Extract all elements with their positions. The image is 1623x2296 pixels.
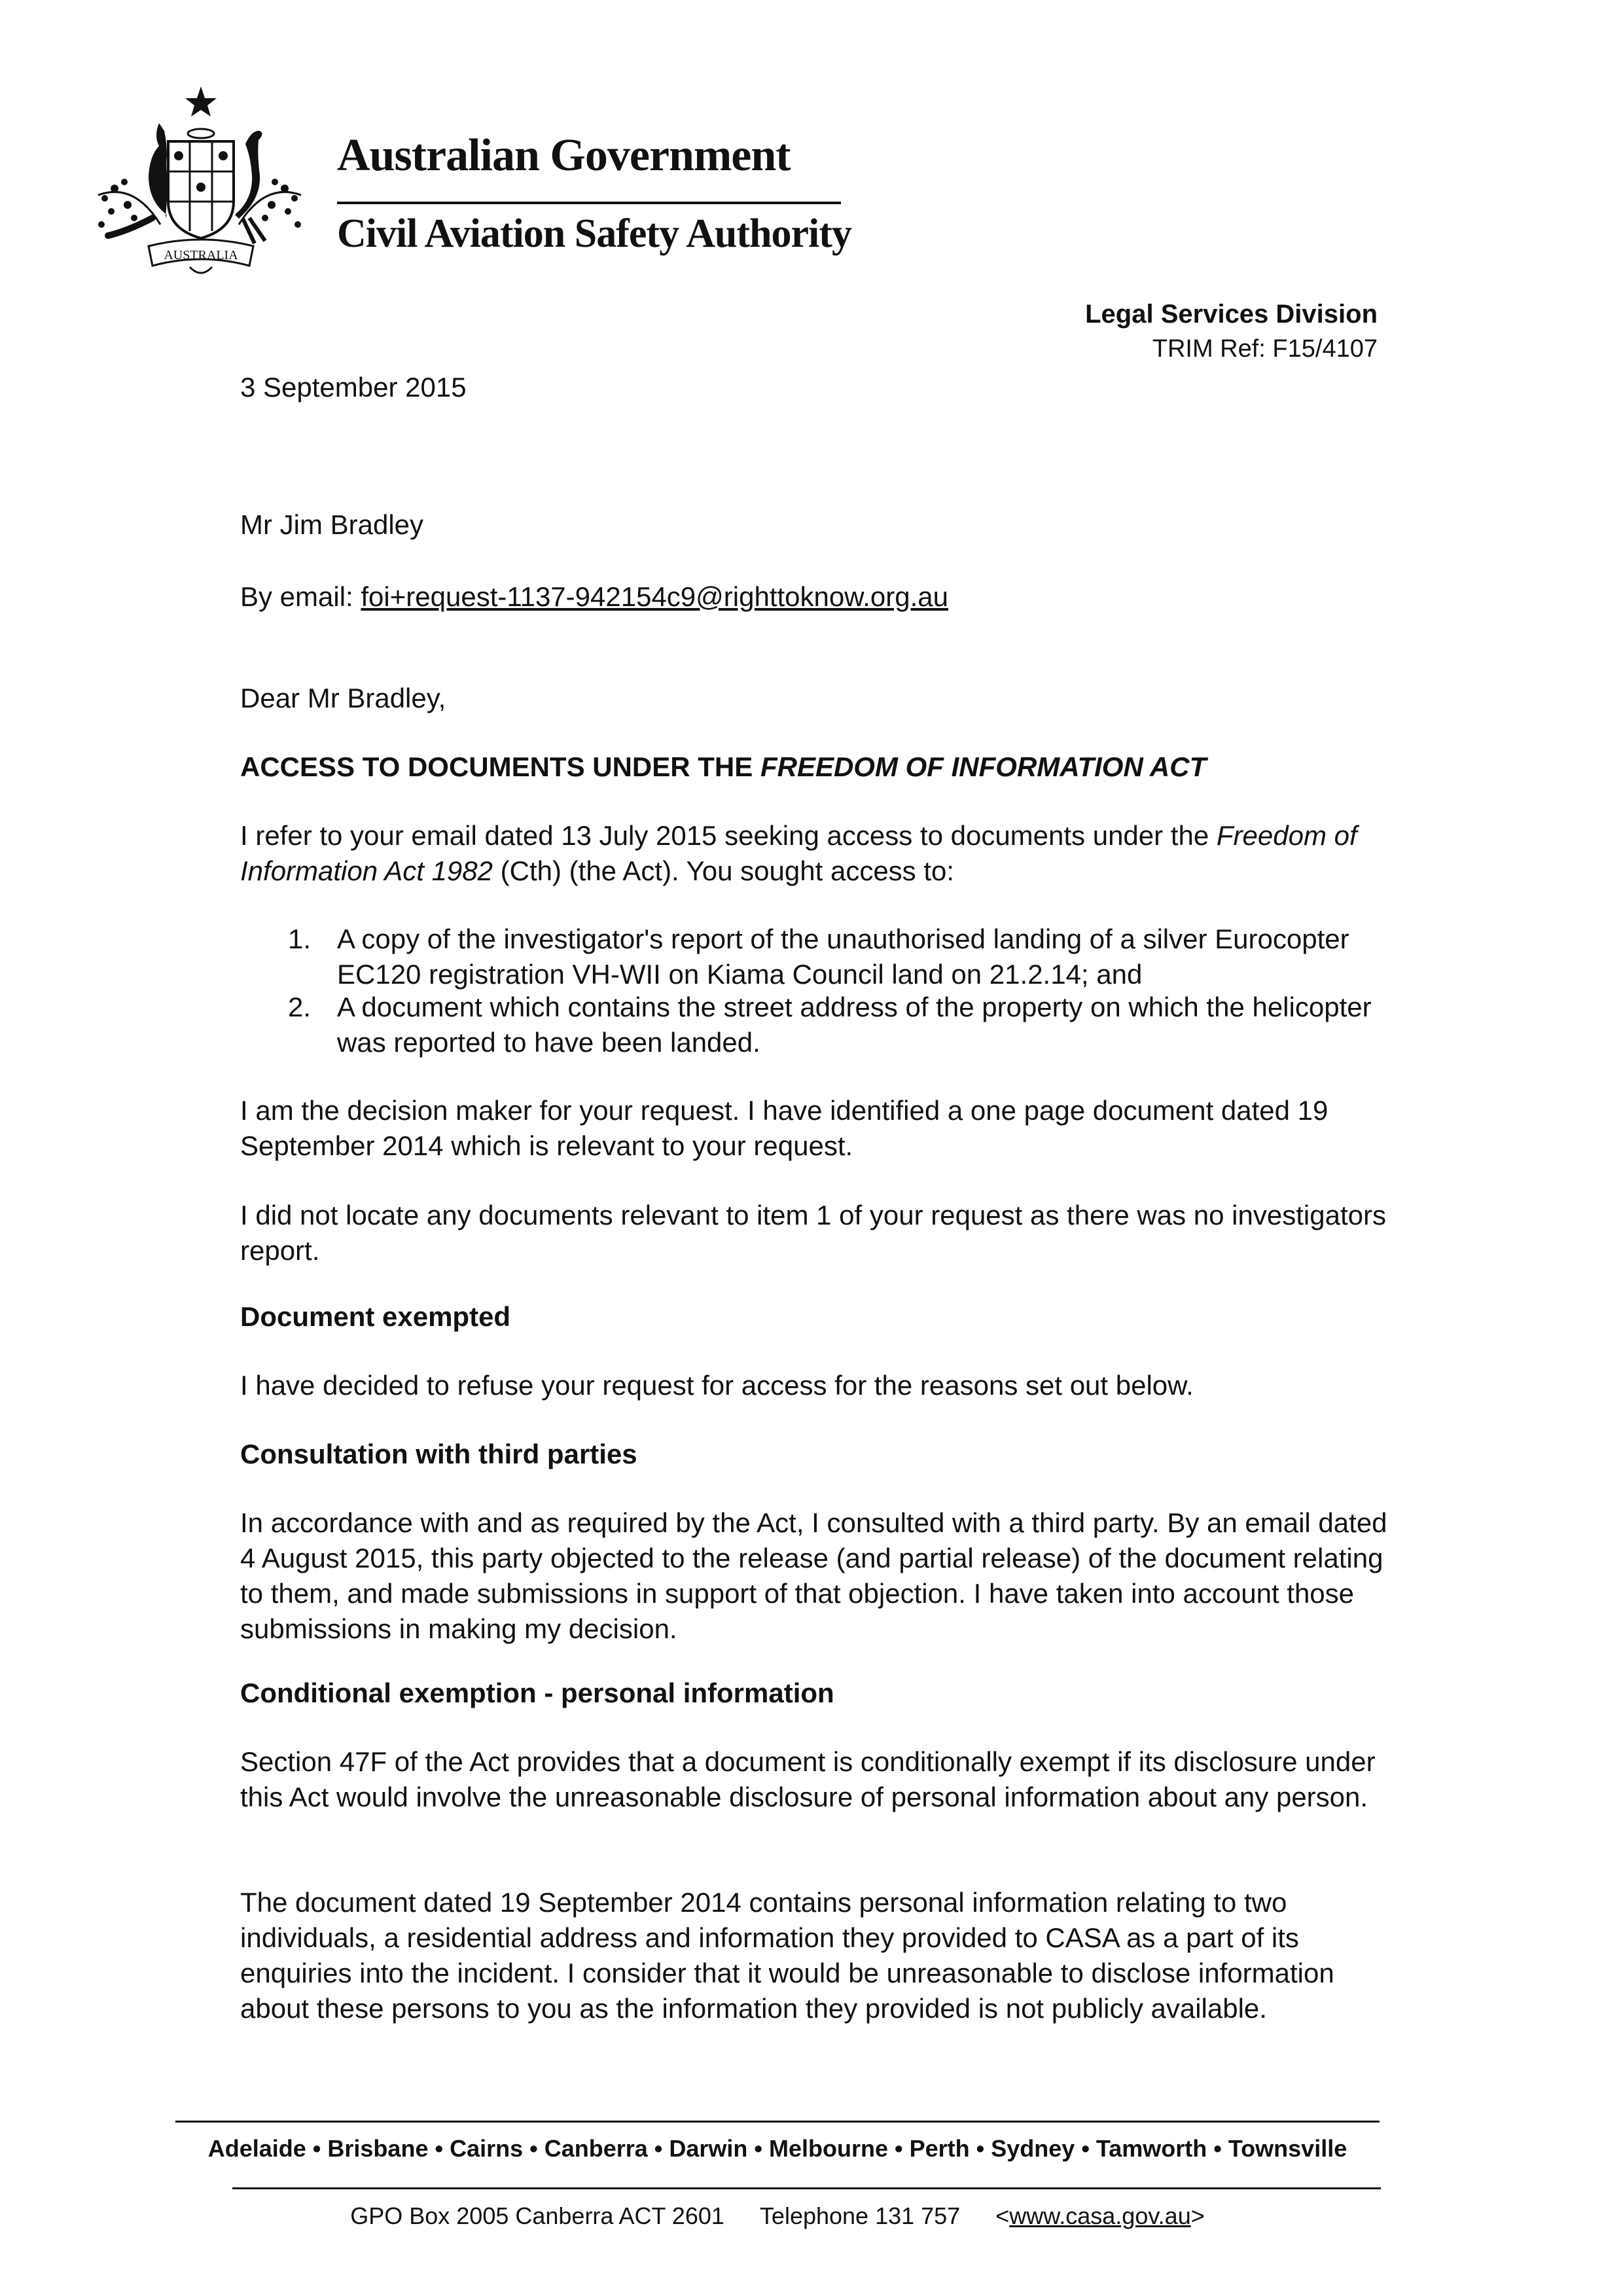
header-divider xyxy=(337,202,841,204)
paragraph-section-47f: Section 47F of the Act provides that a document is conditionally exempt if its disclosure under this Act would involve the unreasonable disclosure of personal information about any person. xyxy=(240,1746,1376,1812)
list-item xyxy=(288,922,1414,994)
trim-reference: TRIM Ref: F15/4107 xyxy=(1152,335,1378,363)
footer-telephone: Telephone 131 757 xyxy=(759,2202,961,2229)
list-item-number: 1. xyxy=(288,924,312,954)
government-title: Australian Government xyxy=(337,130,791,181)
footer-contact xyxy=(175,2202,1380,2230)
para1-start: I refer to your email dated 13 July 2015 seeking access to documents under the xyxy=(240,820,1217,851)
paragraph-no-documents: I did not locate any documents relevant to item 1 of your request as there was no investigators report. xyxy=(240,1200,1386,1266)
footer-website[interactable]: <www.casa.gov.au> xyxy=(995,2202,1205,2229)
email-line xyxy=(240,579,948,615)
division-label: Legal Services Division xyxy=(1085,300,1378,329)
recipient-email-link[interactable]: foi+request-1137-942154c9@righttoknow.org.au xyxy=(361,581,949,612)
list-item-number: 2. xyxy=(288,992,312,1022)
list-item-text: A document which contains the street address of the property on which the helicopter was reported to have been landed. xyxy=(337,992,1372,1058)
footer-website-link[interactable]: www.casa.gov.au xyxy=(1009,2202,1191,2229)
coat-of-arms-icon xyxy=(88,84,314,280)
salutation: Dear Mr Bradley, xyxy=(240,683,446,713)
paragraph-consultation: In accordance with and as required by the Act, I consulted with a third party. By an email dated 4 August 2015, this party objected to the release (and partial release) of the document relating to them, and made submissions in support of that objection. I have taken into account those submissions in making my decision. xyxy=(240,1507,1387,1644)
agency-name: Civil Aviation Safety Authority xyxy=(337,211,851,256)
heading-document-exempted: Document exempted xyxy=(240,1301,511,1332)
email-prefix: By email: xyxy=(240,581,361,612)
subject-heading xyxy=(240,749,1206,785)
letter-date: 3 September 2015 xyxy=(240,372,467,403)
recipient-name: Mr Jim Bradley xyxy=(240,509,424,540)
list-item-text: A copy of the investigator's report of the unauthorised landing of a silver Eurocopter EC120 registration VH-WII on Kiama Council land on 21.2.14; and xyxy=(337,924,1349,990)
paragraph-decision-maker: I am the decision maker for your request. I have identified a one page document dated 19 September 2014 which is relevant to your request. xyxy=(240,1095,1329,1161)
footer-address: GPO Box 2005 Canberra ACT 2601 xyxy=(350,2202,724,2229)
paragraph-refusal: I have decided to refuse your request for access for the reasons set out below. xyxy=(240,1370,1194,1401)
footer-divider-bottom xyxy=(232,2187,1381,2189)
heading-conditional-exemption: Conditional exemption - personal information xyxy=(240,1677,834,1708)
svg-text:AUSTRALIA: AUSTRALIA xyxy=(164,248,238,262)
footer-divider-top xyxy=(175,2121,1380,2123)
paragraph-personal-information: The document dated 19 September 2014 contains personal information relating to two individuals, a residential address and information they provided to CASA as a part of its enquiries into the incident. I consider that it would be unreasonable to disclose information about these persons to you as the information they provided is not publicly available. xyxy=(240,1887,1334,2024)
subject-plain: ACCESS TO DOCUMENTS UNDER THE xyxy=(240,751,760,782)
list-item xyxy=(288,990,1414,1062)
heading-consultation: Consultation with third parties xyxy=(240,1439,637,1469)
para1-end: (Cth) (the Act). You sought access to: xyxy=(493,855,955,886)
subject-italic: FREEDOM OF INFORMATION ACT xyxy=(760,751,1207,782)
footer-cities: Adelaide • Brisbane • Cairns • Canberra • Darwin • Melbourne • Perth • Sydney • Tamworth • Townsville xyxy=(207,2135,1347,2162)
paragraph-intro xyxy=(240,818,1405,889)
para1-act-title: Freedom of Information Act 1982 xyxy=(240,820,1357,886)
